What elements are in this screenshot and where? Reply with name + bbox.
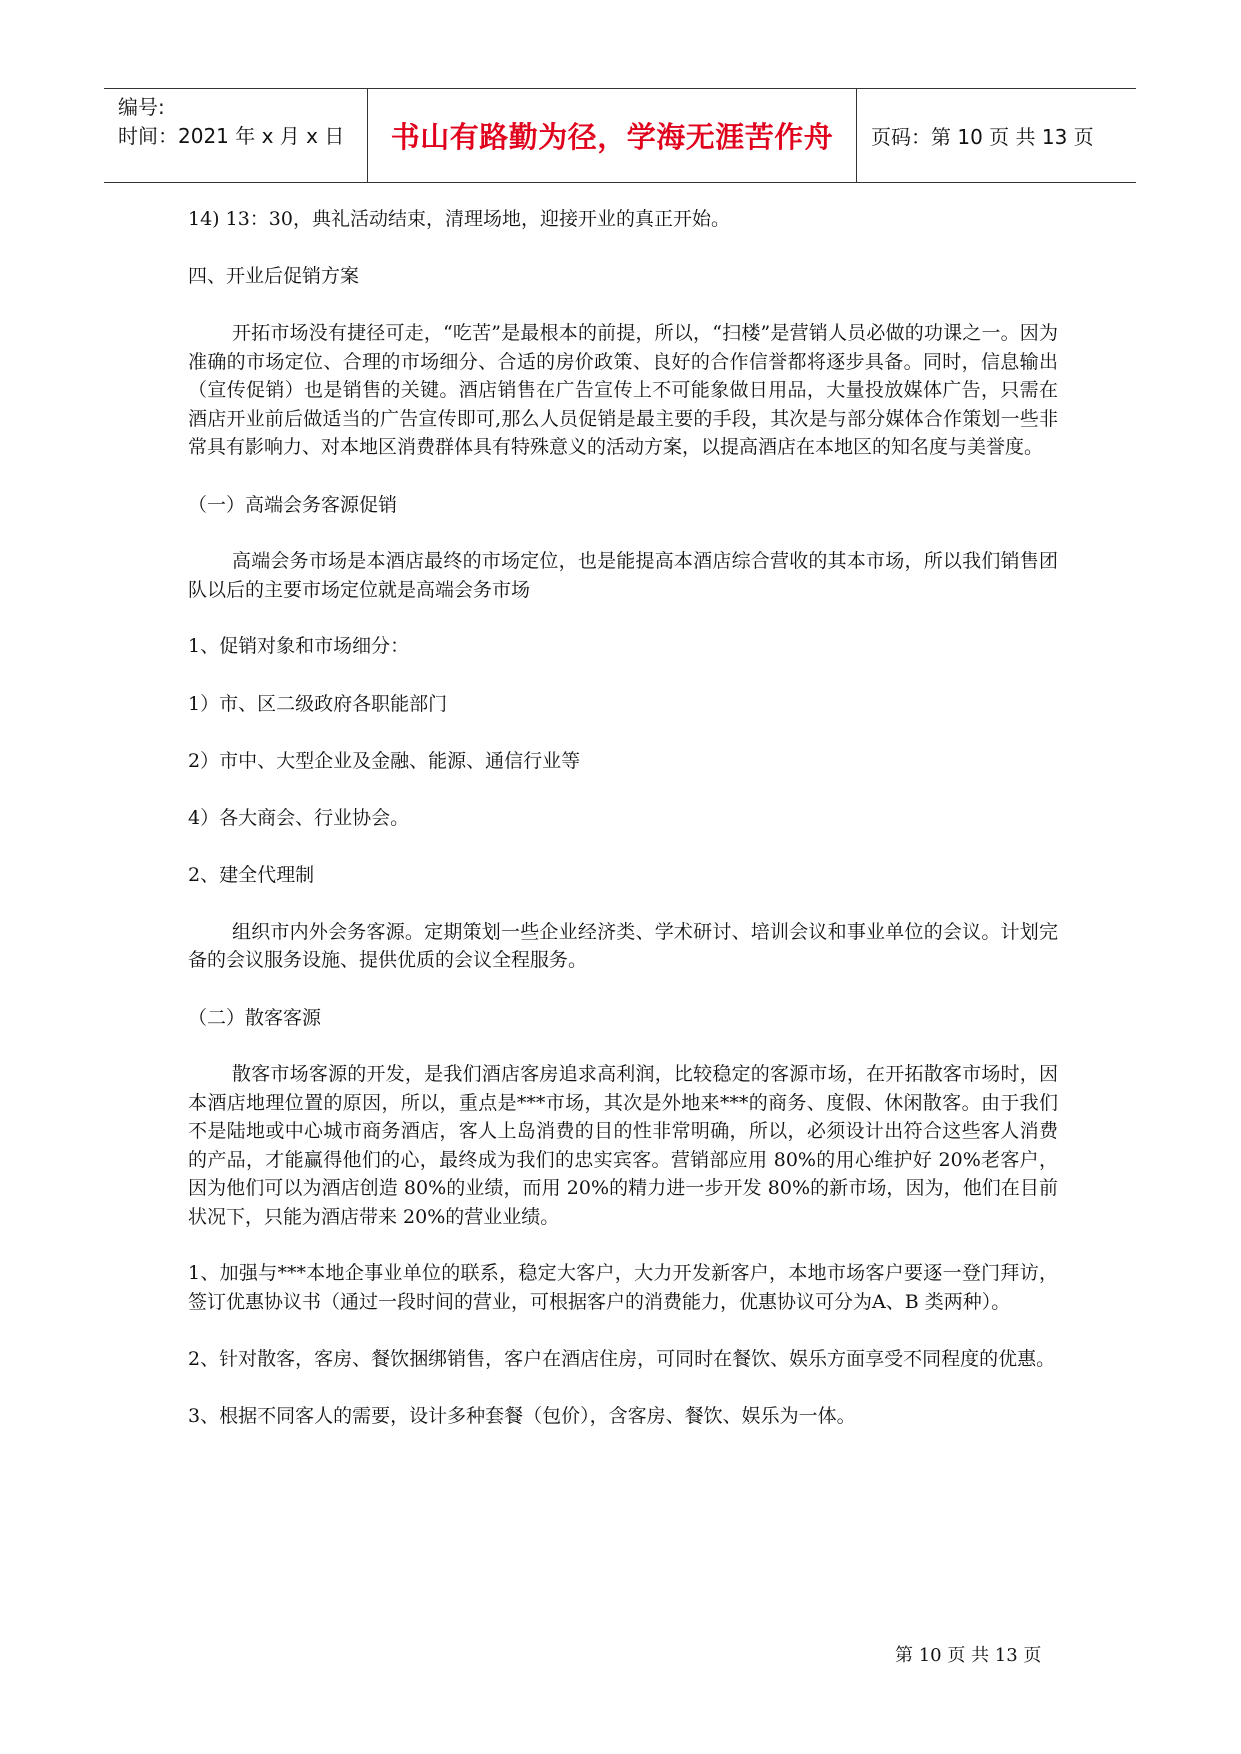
document-number: 编号: bbox=[118, 95, 165, 119]
subsection-heading: （二）散客客源 bbox=[188, 1006, 322, 1029]
header-motto: 书山有路勤为径，学海无涯苦作舟 bbox=[368, 89, 857, 182]
document-time: 时间：2021 年 x 月 x 日 bbox=[118, 124, 345, 148]
paragraph: 散客市场客源的开发，是我们酒店客房追求高利润，比较稳定的客源市场，在开拓散客市场时，因本酒店地理位置的原因，所以，重点是***市场，其次是外地来***的商务、度假、休闲散客。由于我们不是陆地或中心城市商务酒店，客人上岛消费的目的性非常明确，所以，必须设计出符合这些客人消费的产品，才能赢得他们的心，最终成为我们的忠实宾客。营销部应用 80%的用心维护好 20%老客户，因为他们可以为酒店创造 80%的业绩，而用 20%的精力进一步开发 80%的新市场，因为，他们在目前状况下，只能为酒店带来 20%的营业业绩。 bbox=[188, 1063, 1058, 1228]
header-page-number: 页码：第 10 页 共 13 页 bbox=[871, 125, 1094, 149]
paragraph: 14) 13：30，典礼活动结束，清理场地，迎接开业的真正开始。 bbox=[188, 208, 730, 230]
list-heading: 2、建全代理制 bbox=[188, 864, 315, 886]
section-heading: 四、开业后促销方案 bbox=[188, 264, 360, 287]
paragraph: 2、针对散客，客房、餐饮捆绑销售，客户在酒店住房，可同时在餐饮、娱乐方面享受不同程度的优惠。 bbox=[188, 1348, 1056, 1370]
paragraph: 高端会务市场是本酒店最终的市场定位，也是能提高本酒店综合营收的其本市场，所以我们销售团队以后的主要市场定位就是高端会务市场 bbox=[188, 550, 1058, 601]
paragraph: 组织市内外会务客源。定期策划一些企业经济类、学术研讨、培训会议和事业单位的会议。计划完备的会议服务设施、提供优质的会议全程服务。 bbox=[188, 920, 1058, 971]
subsection-heading: （一）高端会务客源促销 bbox=[188, 493, 398, 516]
paragraph: 开拓市场没有捷径可走，“吃苦”是最根本的前提，所以，“扫楼”是营销人员必做的功课之一。因为准确的市场定位、合理的市场细分、合适的房价政策、良好的合作信誉都将逐步具备。同时，信息输出（宣传促销）也是销售的关键。酒店销售在广告宣传上不可能象做日用品，大量投放媒体广告，只需在酒店开业前后做适当的广告宣传即可,那么人员促销是最主要的手段，其次是与部分媒体合作策划一些非常具有影响力、对本地区消费群体具有特殊意义的活动方案，以提高酒店在本地区的知名度与美誉度。 bbox=[188, 322, 1058, 458]
document-body bbox=[188, 205, 1058, 1430]
paragraph: 3、根据不同客人的需要，设计多种套餐（包价），含客房、餐饮、娱乐为一体。 bbox=[188, 1404, 856, 1427]
list-item: 2）市中、大型企业及金融、能源、通信行业等 bbox=[188, 750, 581, 772]
paragraph: 1、加强与***本地企事业单位的联系，稳定大客户，大力开发新客户，本地市场客户要逐一登门拜访，签订优惠协议书（通过一段时间的营业，可根据客户的消费能力，优惠协议可分为A、B 类两种）。 bbox=[188, 1262, 1058, 1313]
list-heading: 1、促销对象和市场细分： bbox=[188, 635, 410, 657]
page-footer: 第 10 页 共 13 页 bbox=[895, 1645, 1042, 1666]
list-item: 4）各大商会、行业协会。 bbox=[188, 806, 410, 829]
header-meta bbox=[104, 89, 368, 182]
document-header bbox=[104, 88, 1136, 183]
list-item: 1）市、区二级政府各职能部门 bbox=[188, 692, 448, 715]
